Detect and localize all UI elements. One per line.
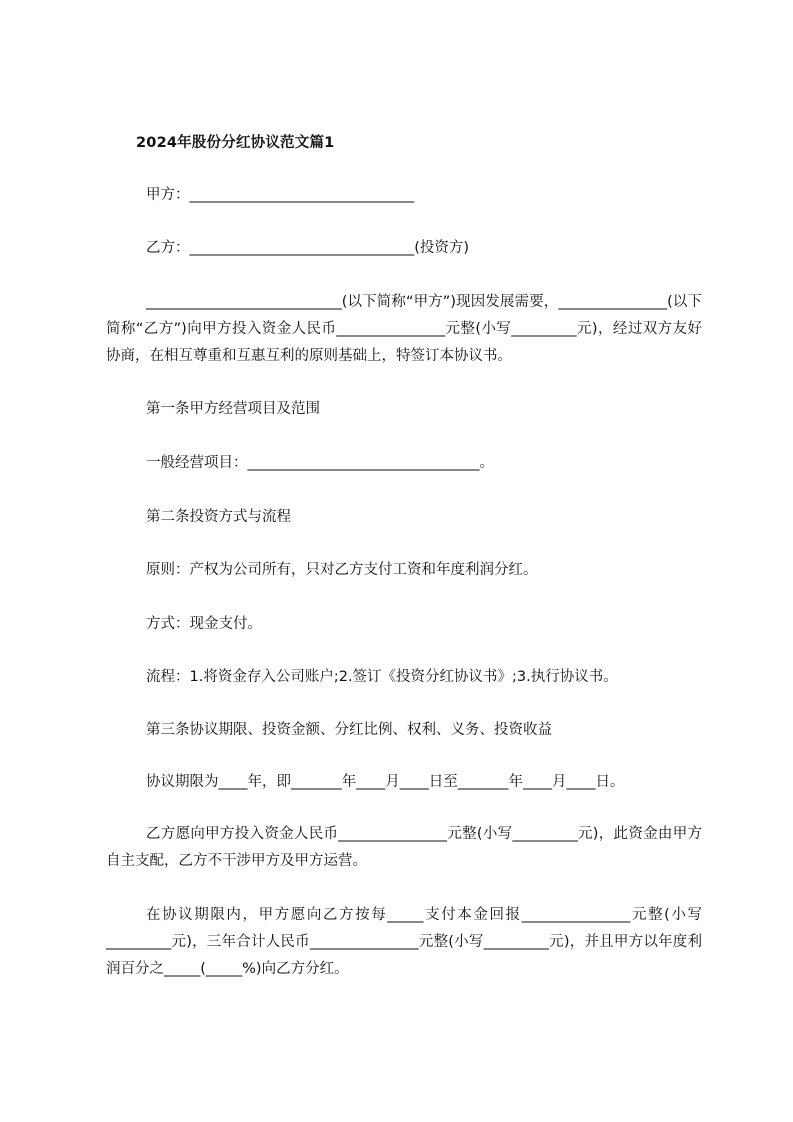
intro-paragraph	[106, 289, 702, 370]
article3-term: 协议期限为____年，即_______年____月____日至_______年____月____日。	[146, 774, 625, 790]
article3-investment-paragraph	[106, 821, 702, 875]
article3-return-text: 在协议期限内，甲方愿向乙方按每_____支付本金回报_______________元整(小写_________元)，三年合计人民币_______________元整(小写_________元)，并且甲方以年度利润百分之_____(_____%)向乙方分红。	[106, 907, 702, 977]
document-title: 2024年股份分红协议范文篇1	[136, 135, 335, 151]
article3-return-paragraph	[106, 902, 702, 983]
article2-method: 方式：现金支付。	[146, 616, 262, 632]
party-b-line: 乙方：_______________________________(投资方)	[146, 240, 470, 256]
article2-principle: 原则：产权为公司所有，只对乙方支付工资和年度利润分红。	[146, 562, 538, 578]
article1-scope: 一般经营项目：________________________________。	[146, 455, 494, 471]
article1-heading: 第一条甲方经营项目及范围	[146, 401, 320, 417]
article3-investment-text: 乙方愿向甲方投入资金人民币_______________元整(小写_________元)，此资金由甲方自主支配，乙方不干涉甲方及甲方运营。	[106, 826, 702, 869]
party-a-line: 甲方：_______________________________	[146, 187, 415, 203]
article2-heading: 第二条投资方式与流程	[146, 509, 291, 525]
intro-text: ___________________________(以下简称“甲方”)现因发展需要，_______________(以下简称“乙方”)向甲方投入资金人民币_______________元整(小写_________元)，经过双方友好协商，在相互尊重和互惠互利的原则基础上，特签订本协议书。	[106, 294, 702, 364]
article2-process: 流程：1.将资金存入公司账户;2.签订《投资分红协议书》;3.执行协议书。	[146, 669, 618, 685]
article3-heading: 第三条协议期限、投资金额、分红比例、权利、义务、投资收益	[146, 722, 552, 738]
